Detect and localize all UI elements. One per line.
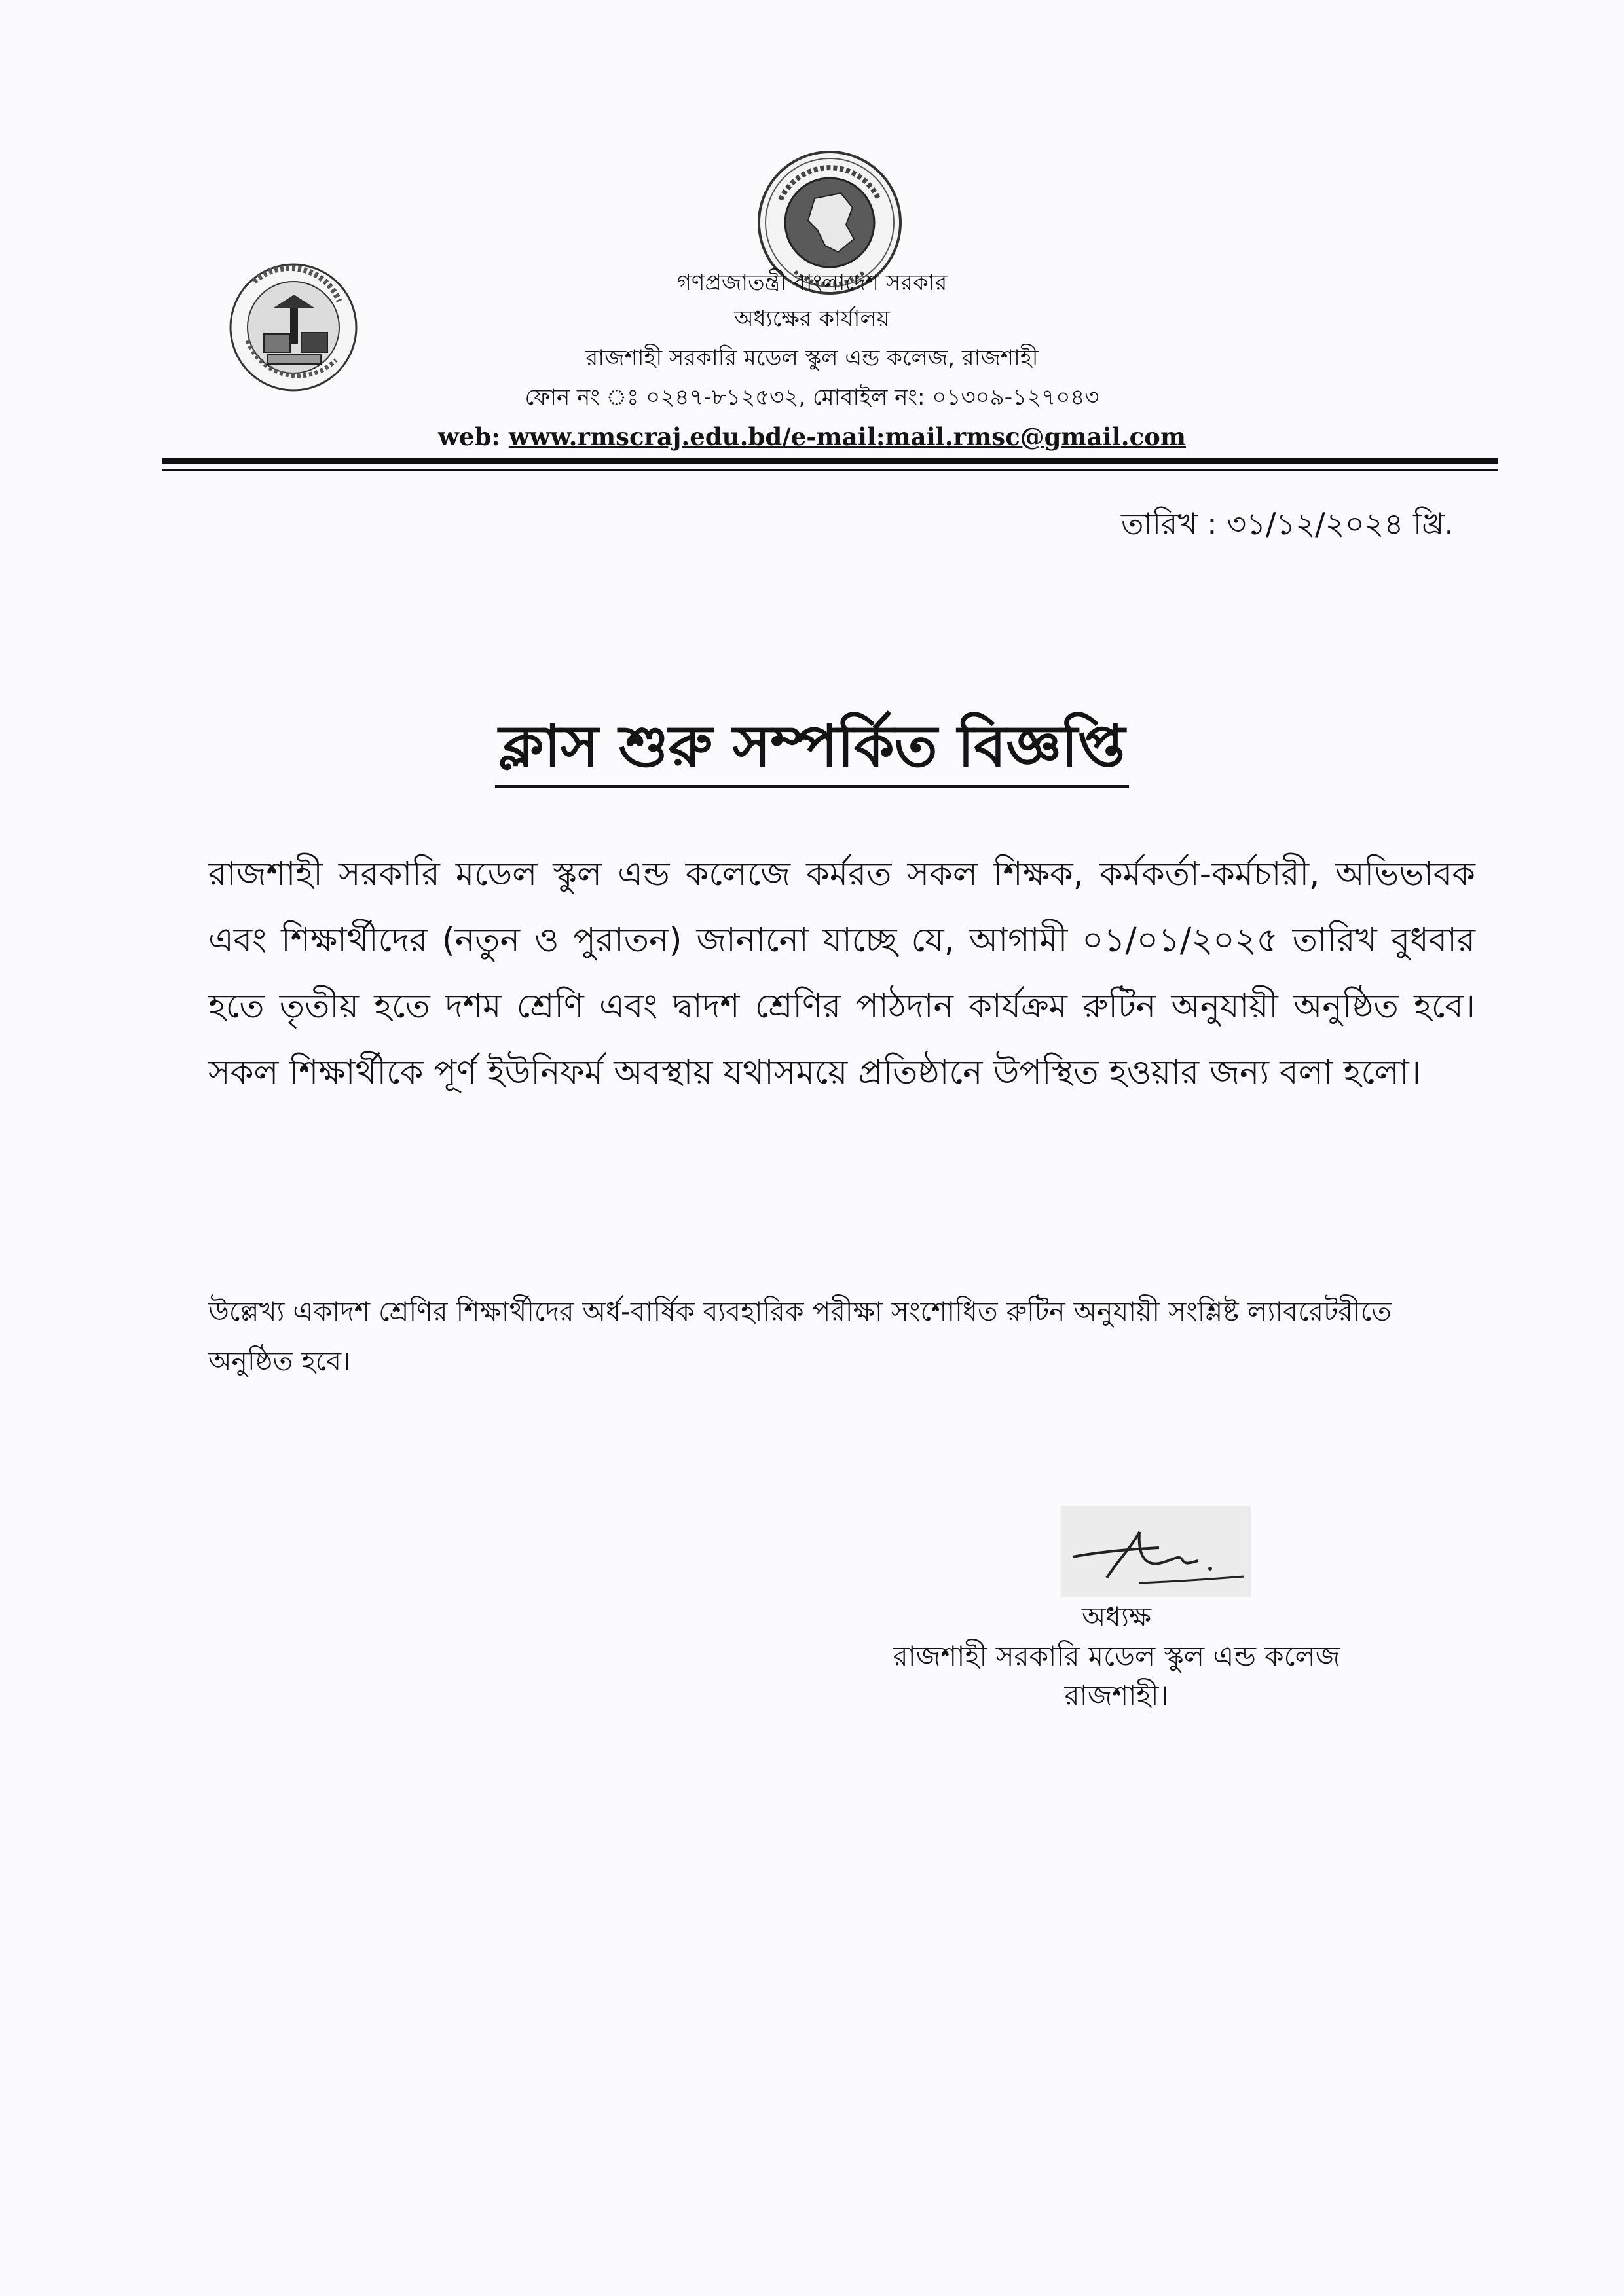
notice-title-wrap xyxy=(0,710,1624,788)
notice-note: উল্লেখ্য একাদশ শ্রেণির শিক্ষার্থীদের অর্ধ-বার্ষিক ব্যবহারিক পরীক্ষা সংশোধিত রুটিন অনুযায়ী সংশ্লিষ্ট ল্যাবরেটরীতে অনুষ্ঠিত হবে। xyxy=(208,1296,1392,1377)
notice-date: তারিখ : ৩১/১২/২০২৪ খ্রি. xyxy=(1121,506,1454,541)
notice-body: রাজশাহী সরকারি মডেল স্কুল এন্ড কলেজে কর্মরত সকল শিক্ষক, কর্মকর্তা-কর্মচারী, অভিভাবক এবং শিক্ষার্থীদের (নতুন ও পুরাতন) জানানো যাচ্ছে যে, আগামী ০১/০১/২০২৫ তারিখ বুধবার হতে তৃতীয় হতে দশম শ্রেণি এবং দ্বাদশ শ্রেণির পাঠদান কার্যক্রম রুটিন অনুযায়ী অনুষ্ঠিত হবে। সকল শিক্ষার্থীকে পূর্ণ ইউনিফর্ম অবস্থায় যথাসময়ে প্রতিষ্ঠানে উপস্থিত হওয়ার জন্য বলা হলো। xyxy=(208,855,1475,1092)
header-government: গণপ্রজাতন্ত্রী বাংলাদেশ সরকার xyxy=(676,270,948,296)
signatory-institution: রাজশাহী সরকারি মডেল স্কুল এন্ড কলেজ xyxy=(893,1640,1340,1672)
header-office: অধ্যক্ষের কার্যালয় xyxy=(734,306,890,332)
web-email-link[interactable]: www.rmscraj.edu.bd/e-mail:mail.rmsc@gmail.com xyxy=(508,422,1186,451)
notice-title: ক্লাস শুরু সম্পর্কিত বিজ্ঞপ্তি xyxy=(495,710,1129,788)
signatory-block xyxy=(773,1597,1460,1715)
header-divider-thick xyxy=(162,458,1498,464)
signatory-designation: অধ্যক্ষ xyxy=(1081,1601,1152,1633)
signatory-city: রাজশাহী। xyxy=(1064,1679,1169,1711)
header-web xyxy=(0,422,1624,451)
web-label: web: xyxy=(438,422,500,451)
principal-signature xyxy=(1061,1506,1251,1597)
header-institution: রাজশাহী সরকারি মডেল স্কুল এন্ড কলেজ, রাজশাহী xyxy=(585,345,1039,371)
header-phone: ফোন নং ঃ ০২৪৭-৮১২৫৩২, মোবাইল নং: ০১৩০৯-১২৭০৪৩ xyxy=(525,384,1099,410)
header-divider-thin xyxy=(162,469,1498,471)
